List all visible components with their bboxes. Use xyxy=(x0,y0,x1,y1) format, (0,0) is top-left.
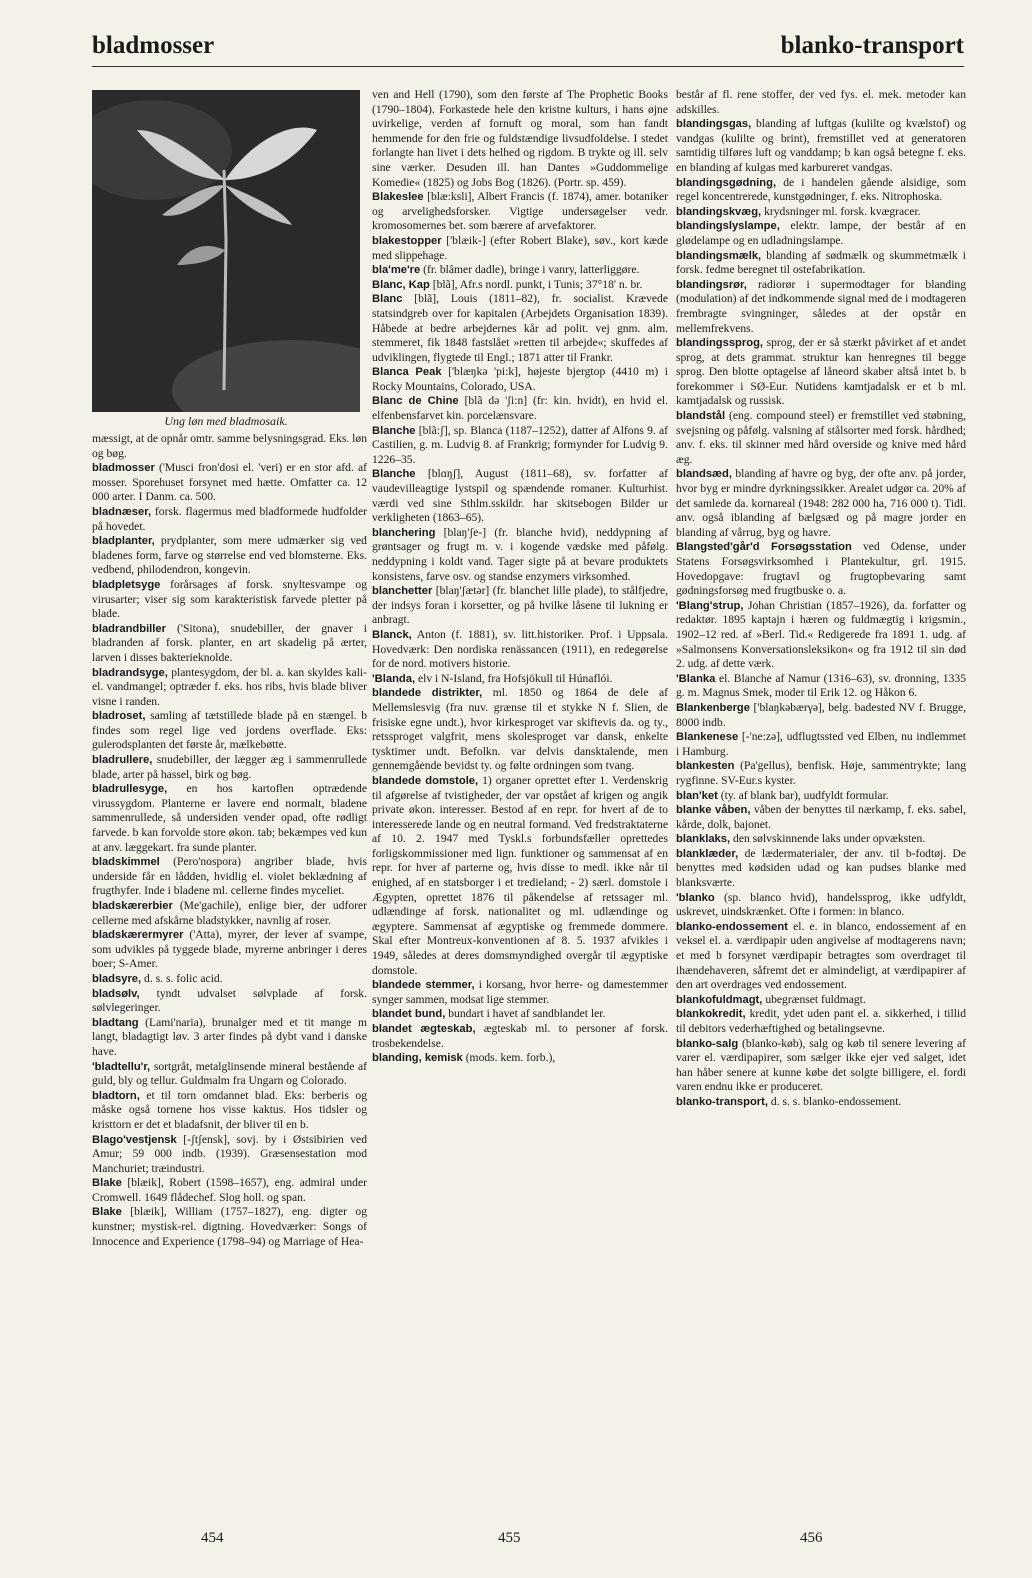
dictionary-entry xyxy=(676,891,966,920)
entry-headword: blandingslyslampe, xyxy=(676,220,780,233)
entry-headword: blandede domstole, xyxy=(372,774,479,787)
entry-text: elv i N-Island, fra Hofsjökull til Húnaflói. xyxy=(417,671,613,685)
dictionary-entry xyxy=(92,1089,367,1133)
dictionary-entry xyxy=(676,759,966,788)
dictionary-entry xyxy=(676,920,966,993)
entry-text: 1) organer oprettet efter 1. Verdenskrig til afgørelse af tvistigheder, der var opstået af krigen og angik private økon. interesser. Bestod af en repr. for hvert af de to interesserede lande og en neutral formand. Ved fredstraktaterne af 10. 2. 1947 med Tyskl.s forbundsfæller oprettedes forligskommissioner med lign. funktioner og sammensat af en repr. for hver af parterne og, hvis disse to medl. ikke når til enighed, af en statsborger i et tredieland; - 2) særl. domstole i Ægypten, oprettet 1876 til påkendelse af retssager ml. udlændinge af forsk. nationalitet og ml. udlændinge og ægyptere. Sammensat af ægyptiske og fremmede dommere. Skal efter Montreux-konventionen af 8. 5. 1937 afvikles i 1949, således at deres domsmyndighed overgår til ægyptiske domstole. xyxy=(372,773,668,977)
dictionary-entry xyxy=(372,1007,668,1022)
entry-headword: blandingssprog, xyxy=(676,337,764,350)
entry-text: snudebiller, der lægger æg i sammenrullede blade, arter på hassel, birk og bøg. xyxy=(92,753,367,781)
entry-headword: blanchetter xyxy=(372,585,433,598)
entry-text: (Lami'naria), brunalger med et tit mange m langt, bladagtigt løv. 3 arter findes på dybt vand i danske have. xyxy=(92,1015,367,1058)
entry-text: samling af tætstillede blade på en stængel. b findes som regel lige ved jordens overflade. Eks: gulerodsplanten det første år, mælkebøtte. xyxy=(92,709,367,752)
entry-headword: blandet bund, xyxy=(372,1008,446,1021)
entry-headword: blankokredit, xyxy=(676,1008,746,1021)
entry-headword: blanklæder, xyxy=(676,847,739,860)
entry-text: [blæik], William (1757–1827), eng. digter og kunstner; mystisk-rel. digtning. Hovedværker: Songs of Innocence and Experience (1798–94) og Marriage of Hea- xyxy=(92,1205,368,1248)
entry-text: [blaŋ'ʃe-] (fr. blanche hvid), neddypning af grøntsager og frugt m. v. i kogende vædske med påfølg. neddypning i koldt vand. Tager sigte på at bevare produktets konsistens, farve osv. og standse enzymers virksomhed. xyxy=(372,525,668,583)
entry-text: [blaŋ'ʃætər] (fr. blanchet lille plade), to stålfjedre, der indsys foran i korsetter, og på hvilke låsene til lukning er anbragt. xyxy=(372,584,668,627)
entry-text: el. e. in blanco, endossement af en veksel el. a. værdipapir uden angivelse af modtagerens navn; et med b forsynet værdipapir betragtes som overdraget til ihændehaveren, såfremt det er almindeligt, at værdipapirer af den art overdrages ved endossement. xyxy=(676,919,967,992)
entry-headword: Blakeslee xyxy=(372,191,424,204)
entry-headword: blandede stemmer, xyxy=(372,979,475,992)
dictionary-entry xyxy=(92,432,367,461)
dictionary-entry xyxy=(92,1016,367,1060)
dictionary-entry xyxy=(676,88,966,117)
entry-text: (sp. blanco hvid), handelssprog, ikke udfyldt, uskrevet, uindskrænket. Ofte i formen: in blanco. xyxy=(676,890,966,919)
dictionary-entry xyxy=(92,534,367,578)
entry-headword: bladskærerbier xyxy=(92,900,173,912)
entry-text: en hos kartoflen optrædende virussygdom. Planterne er lavere end normalt, bladene sammenrullede, så undersiden vender opad, ofte rødligt farvede. b kan forvolde store økon. tab; bekæmpes ved kun at anv. læggekart. fra sunde planter. xyxy=(92,782,367,854)
entry-headword: bladtorn, xyxy=(92,1089,140,1102)
entry-text: tyndt udvalset sølvplade af forsk. sølvlegeringer. xyxy=(92,986,367,1015)
entry-text: de i handelen gående alsidige, som regel koncentrerede, kunstgødninger, f. eks. Nitrophoska. xyxy=(676,175,966,204)
entry-text: [-'ne:zə], udflugtssted ved Elben, nu indlemmet i Hamburg. xyxy=(676,730,966,758)
entry-text: bundart i havet af sandblandet ler. xyxy=(448,1007,606,1021)
entry-headword: blakestopper xyxy=(372,234,442,247)
entry-headword: blandingsmælk, xyxy=(676,249,762,262)
header-rule xyxy=(92,66,964,67)
entry-text: et til torn omdannet blad. Eks: berberis og måske også tornene hos visse kaktus. Hos tidsler og kristtorn er det et bladafsnit, der bliver til en b. xyxy=(92,1088,367,1131)
entry-text: plantesygdom, der bl. a. kan skyldes kali- el. vandmangel; optræder f. eks. hos ribs, hvis blade bliver visne i randen. xyxy=(92,665,367,708)
entry-text: ægteskab ml. to personer af forsk. trosbekendelse. xyxy=(372,1022,668,1050)
dictionary-entry xyxy=(92,987,367,1016)
entry-headword: Blanc de Chine xyxy=(372,395,459,408)
entry-headword: blanko-transport, xyxy=(676,1095,768,1108)
entry-text: forårsages af forsk. snyltesvampe og virusarter; viser sig som karakteristisk farvede pletter på blade. xyxy=(92,577,368,621)
dictionary-entry xyxy=(372,263,668,278)
entry-text: den sølvskinnende laks under opvæksten. xyxy=(733,832,926,846)
dictionary-entry xyxy=(676,847,966,891)
dictionary-entry xyxy=(676,117,966,175)
entry-headword: 'Blanda, xyxy=(372,672,416,685)
dictionary-entry xyxy=(676,467,966,540)
entry-headword: bladroset, xyxy=(92,710,146,723)
entry-text: ('Sitona), snudebiller, der gnaver i bladranden af forsk. planter, en art skadelig på ærter, larven i disses bakterieknolde. xyxy=(92,621,367,664)
entry-headword: Blanche xyxy=(372,424,416,437)
entry-headword: blandstål xyxy=(676,410,726,423)
entry-text: ml. 1850 og 1864 de dele af Mellemslesvig (fra nuv. grænse til et stykke N f. Slien, de frisiske egne undt.), hvor kirkesproget var skiftevis da. og ty., retssproget valgfrit, mens skolesproget var dansk, enkelte tysktimer undt. Befolkn. var delvis dansktalende, men gennemgående bevidst ty. og følte ordningen som tvang. xyxy=(372,686,668,773)
entry-text: ved Odense, under Statens Forsøgsvirksomhed i Plantekultur, grl. 1915. Hovedopgave: frugtavl og frugtopbevaring samt gødningsforsøg med frugtbuske o. a. xyxy=(676,540,967,598)
entry-text: prydplanter, som mere udmærker sig ved bladenes form, farve og størrelse end ved blomsterne. Eks. vedbend, philodendron, kongevin. xyxy=(92,534,367,577)
entry-text: [blã], Louis (1811–82), fr. socialist. Krævede statsindgreb over for kapitalen (Arbejdets Organisation 1839). Håbede at bedre arbejdernes kår ad polit. vej gnm. alm. stemmeret, fik 1848 fastslået »retten til arbejde«; skuffedes af udviklingen, flygtede til Engl.; 1871 atter til Frankr. xyxy=(372,292,668,364)
dictionary-entry xyxy=(92,972,367,987)
entry-text: ['blæŋkə 'pi:k], højeste bjergtop (4410 m) i Rocky Mountains, Colorado, USA. xyxy=(372,365,668,393)
dictionary-entry xyxy=(676,672,966,701)
entry-text: (fr. blâmer dadle), bringe i vanry, latterliggøre. xyxy=(423,263,640,277)
entry-text: d. s. s. blanko-endossement. xyxy=(770,1094,902,1108)
entry-headword: blandingskvæg, xyxy=(676,205,762,218)
running-header-left: bladmosser xyxy=(92,32,215,59)
entry-headword: bladrandsyge, xyxy=(92,666,168,679)
entry-headword: 'Blanka xyxy=(676,672,716,685)
dictionary-entry xyxy=(676,993,966,1008)
entry-headword: blankofuldmagt, xyxy=(676,993,763,1006)
entry-headword: bladrullesyge, xyxy=(92,783,168,796)
entry-text: ('Musci fron'dosi el. 'veri) er en stor afd. af mosser. Sporehuset forsynet med hætte. Omfatter ca. 12 000 arter. I Danm. ca. 500. xyxy=(92,461,367,504)
entry-text: (mods. kem. forb.), xyxy=(465,1051,556,1065)
entry-text: blanding af havre og byg, der ofte anv. på jorder, hvor byg er mindre dyrkningssikker. Arealet udgør ca. 20% af det samlede da. kornareal (1948: 282 000 ha, 716 000 t). Tidl. anv. også iblanding af bælgsæd og på magre jorder en blanding af vårrug, byg og havre. xyxy=(676,467,966,539)
entry-headword: Blankenese xyxy=(676,731,739,744)
entry-text: (ty. af blank bar), uudfyldt formular. xyxy=(720,788,889,802)
dictionary-entry xyxy=(676,219,966,248)
entry-headword: bladskimmel xyxy=(92,856,160,869)
entry-headword: blanklaks, xyxy=(676,833,731,846)
entry-text: blanding af sødmælk og skummetmælk i forsk. fedme beregnet til ostefabrikation. xyxy=(676,248,966,277)
dictionary-entry xyxy=(676,832,966,847)
entry-headword: blandingsrør, xyxy=(676,278,747,291)
dictionary-entry xyxy=(372,278,668,293)
dictionary-entry xyxy=(92,461,367,505)
entry-headword: bladpletsyge xyxy=(92,578,161,591)
entry-headword: Blake xyxy=(92,1177,122,1190)
dictionary-entry xyxy=(676,176,966,205)
entry-headword: 'blanko xyxy=(676,891,715,904)
entry-text: [-ʃtʃensk], sovj. by i Østsibirien ved Amur; 59 000 indb. (1939). Græsensestation mod Manchuriet; træindustri. xyxy=(92,1132,367,1175)
dictionary-entry xyxy=(676,278,966,336)
dictionary-entry xyxy=(92,709,367,753)
entry-headword: bladmosser xyxy=(92,462,155,475)
page-number: 455 xyxy=(498,1530,521,1546)
entry-headword: Blanc, Kap xyxy=(372,278,430,291)
entry-text: ['blæik-] (efter Robert Blake), søv., kort kæde med slippehage. xyxy=(372,233,668,262)
dictionary-entry xyxy=(676,409,966,467)
entry-headword: bladnæser, xyxy=(92,505,152,518)
dictionary-entry xyxy=(676,1007,966,1036)
entry-headword: blandede distrikter, xyxy=(372,687,483,700)
entry-text: [blæ:ksli], Albert Francis (f. 1874), amer. botaniker og arvelighedsforsker. Vigtige undersøgelser vedr. kromosomernes bet. som bærere af arvefaktorer. xyxy=(372,190,668,233)
entry-headword: Blangsted'går'd Forsøgsstation xyxy=(676,541,852,554)
entry-text: forsk. flagermus med bladformede hudfolder på hovedet. xyxy=(92,504,367,533)
entry-text: radiorør i supermodtager for blanding (modulation) af det indkommende signal med de i modtageren frembragte svingninger, således at der opstår en mellemfrekvens. xyxy=(676,277,967,335)
entry-headword: Blanck, xyxy=(372,628,412,641)
entry-text: våben der benyttes til nærkamp, f. eks. sabel, kårde, dolk, bajonet. xyxy=(676,803,966,831)
entry-headword: bladtang xyxy=(92,1016,139,1029)
dictionary-entry xyxy=(92,855,367,899)
dictionary-entry xyxy=(372,628,668,672)
dictionary-entry xyxy=(676,205,966,220)
entry-headword: Blake xyxy=(92,1206,122,1219)
entry-text: mæssigt, at de opnår omtr. samme belysningsgrad. Eks. løn og bøg. xyxy=(92,432,368,460)
dictionary-entry xyxy=(92,753,367,782)
entry-text: [blæik], Robert (1598–1657), eng. admiral under Cromwell. 1649 flådechef. Slog holl. og span. xyxy=(92,1176,367,1204)
dictionary-entry xyxy=(676,803,966,832)
dictionary-entry xyxy=(676,789,966,804)
dictionary-entry xyxy=(92,1133,367,1177)
entry-text: i korsang, hvor herre- og damestemmer synger sammen, modsat lige stemmer. xyxy=(372,978,668,1006)
entry-headword: 'bladtellu'r, xyxy=(92,1060,151,1073)
entry-text: de lædermaterialer, der anv. til b-fodtøj. De benyttes med kødsiden udad og kan pudses blanke med blanksværte. xyxy=(676,846,966,890)
entry-headword: bladrandbiller xyxy=(92,622,166,635)
entry-text: Anton (f. 1881), sv. litt.historiker. Prof. i Uppsala. Hovedværk: Den nordiska renässancen (1911), en redegørelse for de nord. motivers historie. xyxy=(372,627,669,671)
dictionary-entry xyxy=(372,292,668,365)
seedling-photo xyxy=(92,90,360,412)
column-1 xyxy=(92,432,367,1249)
page-number: 454 xyxy=(201,1530,224,1546)
entry-text: krydsninger ml. forsk. kvægracer. xyxy=(764,204,921,218)
dictionary-entry xyxy=(676,249,966,278)
entry-text: (Me'gachile), enlige bier, der udforer cellerne med afskårne bladstykker, navnlig af roser. xyxy=(92,899,367,927)
entry-headword: bla'me're xyxy=(372,264,421,277)
entry-headword: blanchering xyxy=(372,526,436,539)
dictionary-entry xyxy=(676,701,966,730)
entry-text: består af fl. rene stoffer, der ved fys. el. mek. metoder kan adskilles. xyxy=(676,88,966,116)
dictionary-entry xyxy=(92,928,367,972)
column-2 xyxy=(372,88,668,1066)
dictionary-entry xyxy=(372,584,668,628)
dictionary-entry xyxy=(372,467,668,525)
page-number: 456 xyxy=(800,1530,823,1546)
entry-text: blanding af luftgas (kulilte og kvælstof) og vandgas (kulilte og brint), fremstillet ved at generatoren samtidig tilføres luft og vanddamp; b kan også betegne f. eks. en blanding af kulgas med karbureret vandgas. xyxy=(676,117,967,174)
dictionary-entry xyxy=(676,599,966,672)
dictionary-entry xyxy=(92,782,367,855)
entry-text: elektr. lampe, der består af en glødelampe og en udladningslampe. xyxy=(676,219,966,247)
dictionary-entry xyxy=(92,1060,367,1089)
entry-text: [blã], Afr.s nordl. punkt, i Tunis; 37°18' n. br. xyxy=(432,277,643,291)
entry-headword: Blankenberge xyxy=(676,701,750,714)
entry-text: ubegrænset fuldmagt. xyxy=(765,992,866,1006)
entry-headword: blan'ket xyxy=(676,789,718,802)
entry-text: ('Atta), myrer, der lever af svampe, som udvikles på tyggede blade, myrerne anbringer i deres boer; S-Amer. xyxy=(92,928,367,971)
entry-text: el. Blanche af Namur (1316–63), sv. dronning, 1335 g. m. Magnus Smek, moder til Erik 12. og Håkon 6. xyxy=(676,671,966,700)
entry-text: ven and Hell (1790), som den første af The Prophetic Books (1790–1804). Forkastede hele den kristne kulturs, i hans øjne uvirkelige, verden af fornuft og moral, som han fandt hemmende for den frie og fuldstændige livsudfoldelse. I stedet forlangte han livet i dets helhed og rigdom. B trykte og ill. selv sine værker. Desuden ill. han Dantes »Guddommelige Komedie« (1825) og Jobs Bog (1826). (Portr. sp. 459). xyxy=(372,88,668,189)
entry-text: sortgråt, metalglinsende mineral bestående af guld, bly og tellur. Guldmalm fra Ungarn og Colorado. xyxy=(92,1059,367,1088)
running-header-right: blanko-transport xyxy=(780,32,964,59)
dictionary-entry xyxy=(676,540,966,598)
dictionary-entry xyxy=(372,424,668,468)
entry-text: sprog, der er så stærkt påvirket af et andet sprog, at dets grammat. struktur kan henregnes til begge sprog. Den blotte optagelse af låneord skaber altså intet b. b forekommer i SØ-Eur. Nutidens kamtjadalsk er et b ml. kamtjadalsk og russisk. xyxy=(676,336,966,408)
entry-headword: blandet ægteskab, xyxy=(372,1023,476,1035)
entry-headword: blanding, kemisk xyxy=(372,1052,463,1065)
entry-text: (eng. compound steel) er fremstillet ved støbning, svejsning og påfølg. valsning af stålsorter med forsk. hårdhed; anv. f. eks. til skinner med hård overside og knive med hård æg. xyxy=(676,409,966,466)
entry-text: (blanko-køb), salg og køb til senere levering af varer el. værdipapirer, som sælger ikke ejer ved salget, idet han håber senere at kunne købe det solgte billigere, el. fordi varen endnu ikke er produceret. xyxy=(676,1036,966,1094)
entry-headword: blankesten xyxy=(676,760,735,773)
entry-text: d. s. s. folic acid. xyxy=(144,971,223,985)
entry-text: (Pero'nospora) angriber blade, hvis underside får en lådden, hvidlig el. violet beklædning af frugthyfer. Inde i bladene ml. cellerne findes myceliet. xyxy=(92,855,367,898)
entry-text: [blã:ʃ], sp. Blanca (1187–1252), datter af Alfons 9. af Castilien, g. m. Ludvig 8. af Frankrig; formynder for Ludvig 9. 1226–35. xyxy=(372,423,668,466)
entry-headword: bladsyre, xyxy=(92,972,142,985)
dictionary-entry xyxy=(372,1051,668,1066)
entry-text: kredit, ydet uden pant el. a. sikkerhed, i tillid til debitors vederhæftighed og betalingsevne. xyxy=(676,1007,966,1035)
dictionary-entry xyxy=(92,622,367,666)
dictionary-entry xyxy=(372,774,668,978)
entry-headword: Blanc xyxy=(372,293,403,306)
column-3 xyxy=(676,88,966,1110)
photo-caption: Ung løn med bladmosaik. xyxy=(164,414,288,428)
dictionary-entry xyxy=(372,365,668,394)
entry-headword: 'Blang'strup, xyxy=(676,599,744,612)
entry-headword: blanke våben, xyxy=(676,804,751,817)
dictionary-entry xyxy=(92,1205,367,1249)
dictionary-entry xyxy=(372,672,668,687)
entry-text: ['blaŋkəbærγə], belg. badested NV f. Brugge, 8000 indb. xyxy=(676,700,966,729)
dictionary-entry xyxy=(372,1022,668,1051)
entry-headword: blanko-endossement xyxy=(676,920,788,933)
dictionary-entry xyxy=(372,190,668,234)
dictionary-entry xyxy=(676,1037,966,1095)
entry-headword: Blago'vestjensk xyxy=(92,1133,177,1146)
entry-headword: bladskærermyrer xyxy=(92,929,184,942)
entry-text: (Pa'gellus), benfisk. Høje, sammentrykte; lang rygfinne. SV-Eur.s kyster. xyxy=(676,759,966,787)
entry-headword: Blanche xyxy=(372,468,416,481)
dictionary-entry xyxy=(372,394,668,423)
entry-headword: blandingsgødning, xyxy=(676,176,777,189)
dictionary-entry xyxy=(372,526,668,584)
dictionary-entry xyxy=(92,666,367,710)
dictionary-entry xyxy=(92,1176,367,1205)
dictionary-entry xyxy=(92,578,367,622)
entry-headword: blandsæd, xyxy=(676,468,732,481)
dictionary-entry xyxy=(372,234,668,263)
dictionary-entry xyxy=(92,899,367,928)
dictionary-entry xyxy=(372,978,668,1007)
entry-text: [blɑŋʃ], August (1811–68), sv. forfatter af vaudevilleagtige lystspil og spændende romaner. Kulturhist. værdi ved sine Sthlm.sskildr. har skitsebogen Bilder ur verkligheten (1863–65). xyxy=(372,467,668,525)
dictionary-entry xyxy=(92,505,367,534)
entry-headword: Blanca Peak xyxy=(372,366,442,379)
dictionary-entry xyxy=(676,730,966,759)
entry-text: [blã də 'ʃi:n] (fr: kin. hvidt), en hvid el. elfenbensfarvet kin. porcelænsvare. xyxy=(372,394,668,423)
entry-headword: blandingsgas, xyxy=(676,118,752,131)
entry-headword: bladplanter, xyxy=(92,535,155,548)
entry-headword: bladsølv, xyxy=(92,987,140,1000)
dictionary-entry xyxy=(676,1095,966,1110)
entry-headword: blanko-salg xyxy=(676,1037,739,1050)
dictionary-entry xyxy=(372,88,668,190)
entry-text: Johan Christian (1857–1926), da. forfatter og redaktør. 1895 kaptajn i hæren og fuldmægtig i krigsmin., 1902–12 red. af »Berl. Tid.« Redigerede fra 1891 1. udg. af »Salmonsens Konversationsleksikon« og fra 1912 til sin død 2. udg. af dette værk. xyxy=(676,598,967,671)
dictionary-entry xyxy=(676,336,966,409)
dictionary-entry xyxy=(372,686,668,774)
entry-headword: bladrullere, xyxy=(92,754,153,767)
